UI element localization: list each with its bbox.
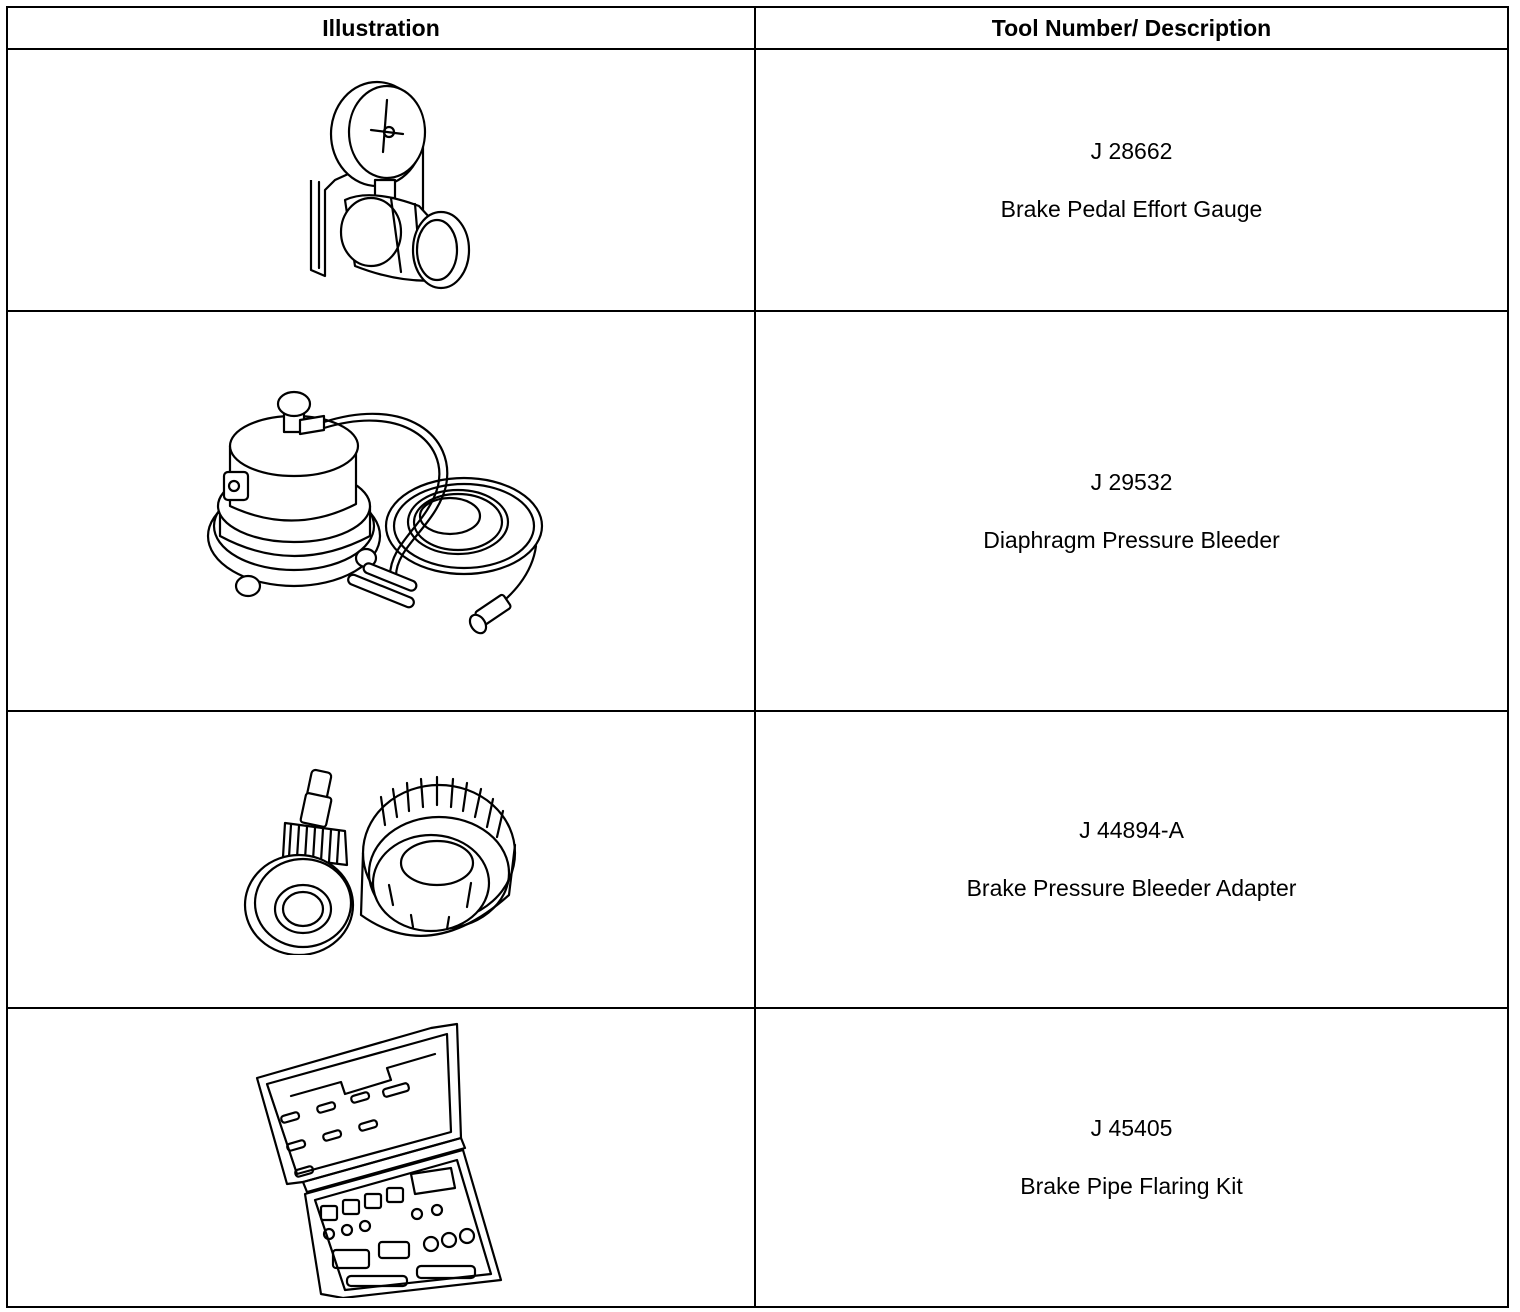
tools-table (6, 6, 1509, 1308)
tool-number: J 45405 (1090, 1115, 1173, 1141)
tool-description-cell (755, 711, 1508, 1008)
header-row (7, 7, 1508, 49)
illustration-cell (7, 49, 755, 311)
tool-description-cell (755, 49, 1508, 311)
tool-number: J 29532 (1090, 468, 1173, 495)
bleeder-adapter-icon (241, 765, 521, 955)
pedal-effort-gauge-icon (291, 70, 471, 290)
tool-description-cell (755, 1008, 1508, 1307)
illustration-header: Illustration (7, 7, 755, 49)
tool-description-cell (755, 311, 1508, 711)
tool-name: Brake Pipe Flaring Kit (1020, 1173, 1243, 1199)
table-row (7, 49, 1508, 311)
tool-name: Brake Pressure Bleeder Adapter (966, 875, 1297, 901)
illustration-cell (7, 311, 755, 711)
table-row (7, 311, 1508, 711)
tool-header: Tool Number/ Description (755, 7, 1508, 49)
table-row (7, 711, 1508, 1008)
tool-name: Diaphragm Pressure Bleeder (983, 526, 1280, 553)
illustration-cell (7, 711, 755, 1008)
tool-name: Brake Pedal Effort Gauge (1000, 195, 1263, 222)
flaring-kit-icon (251, 1018, 511, 1298)
tool-number: J 44894-A (1079, 817, 1184, 843)
illustration-cell (7, 1008, 755, 1307)
table-row (7, 1008, 1508, 1307)
tool-number: J 28662 (1090, 137, 1173, 164)
pressure-bleeder-icon (206, 376, 556, 646)
